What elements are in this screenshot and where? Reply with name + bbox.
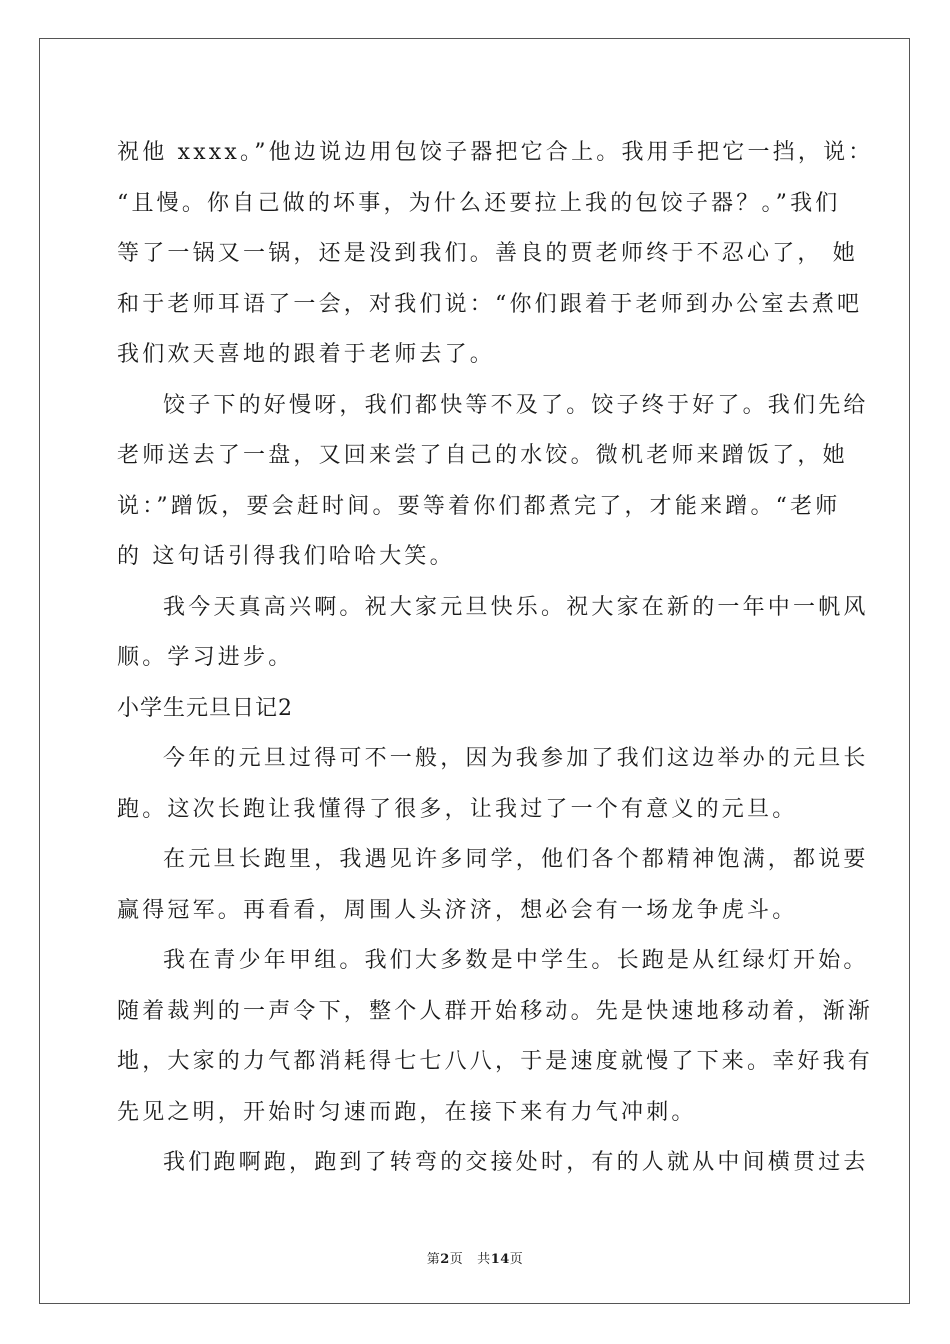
footer-total-suffix: 页 xyxy=(509,1252,524,1267)
footer-total-pages: 14 xyxy=(490,1252,510,1267)
text-line: 饺子下的好慢呀，我们都快等不及了。饺子终于好了。我们先给 xyxy=(163,392,869,418)
text-line: 我在青少年甲组。我们大多数是中学生。长跑是从红绿灯开始。 xyxy=(163,948,869,973)
footer-page-number: 2 xyxy=(440,1252,450,1267)
text-line: 今年的元旦过得可不一般，因为我参加了我们这边举办的元旦长 xyxy=(163,746,869,771)
text-line: 随着裁判的一声令下，整个人群开始移动。先是快速地移动着，渐渐 xyxy=(117,998,874,1024)
text-line: 跑。这次长跑让我懂得了很多，让我过了一个有意义的元旦。 xyxy=(117,796,798,822)
text-line: “且慢。你自己做的坏事，为什么还要拉上我的包饺子器？。”我们 xyxy=(117,190,841,216)
text-line: 我今天真高兴啊。祝大家元旦快乐。祝大家在新的一年中一帆风 xyxy=(163,594,869,620)
text-line: 在元旦长跑里，我遇见许多同学，他们各个都精神饱满，都说要 xyxy=(163,847,869,872)
document-body xyxy=(117,128,874,1189)
text-line: 和于老师耳语了一会，对我们说：“你们跟着于老师到办公室去煮吧 xyxy=(117,291,863,317)
text-line: 我们欢天喜地的跟着于老师去了。 xyxy=(117,342,496,367)
text-line: 顺。学习进步。 xyxy=(117,645,294,670)
text-line: 的 这句话引得我们哈哈大笑。 xyxy=(117,544,455,569)
page-footer xyxy=(0,1248,950,1267)
footer-total-prefix: 共 xyxy=(477,1252,491,1267)
text-line: 地，大家的力气都消耗得七七八八，于是速度就慢了下来。幸好我有 xyxy=(117,1049,874,1074)
text-line: 说：”蹭饭，要会赶时间。要等着你们都煮完了，才能来蹭。“老师 xyxy=(117,493,841,519)
text-line: 老师送去了一盘，又回来尝了自己的水饺。微机老师来蹭饭了，她 xyxy=(117,443,848,468)
footer-page-prefix: 第 xyxy=(426,1252,441,1267)
section-heading: 小学生元旦日记2 xyxy=(117,695,293,721)
text-line: 我们跑啊跑，跑到了转弯的交接处时，有的人就从中间横贯过去 xyxy=(163,1150,869,1175)
text-line: 赢得冠军。再看看，周围人头济济，想必会有一场龙争虎斗。 xyxy=(117,897,798,923)
text-line: 先见之明，开始时匀速而跑，在接下来有力气冲刺。 xyxy=(117,1099,697,1125)
text-line: 祝他 xxxx。”他边说边用包饺子器把它合上。我用手把它一挡，说： xyxy=(117,140,874,165)
footer-page-suffix: 页 xyxy=(449,1252,464,1267)
text-line: 等了一锅又一锅，还是没到我们。善良的贾老师终于不忍心了， 她 xyxy=(117,241,858,266)
